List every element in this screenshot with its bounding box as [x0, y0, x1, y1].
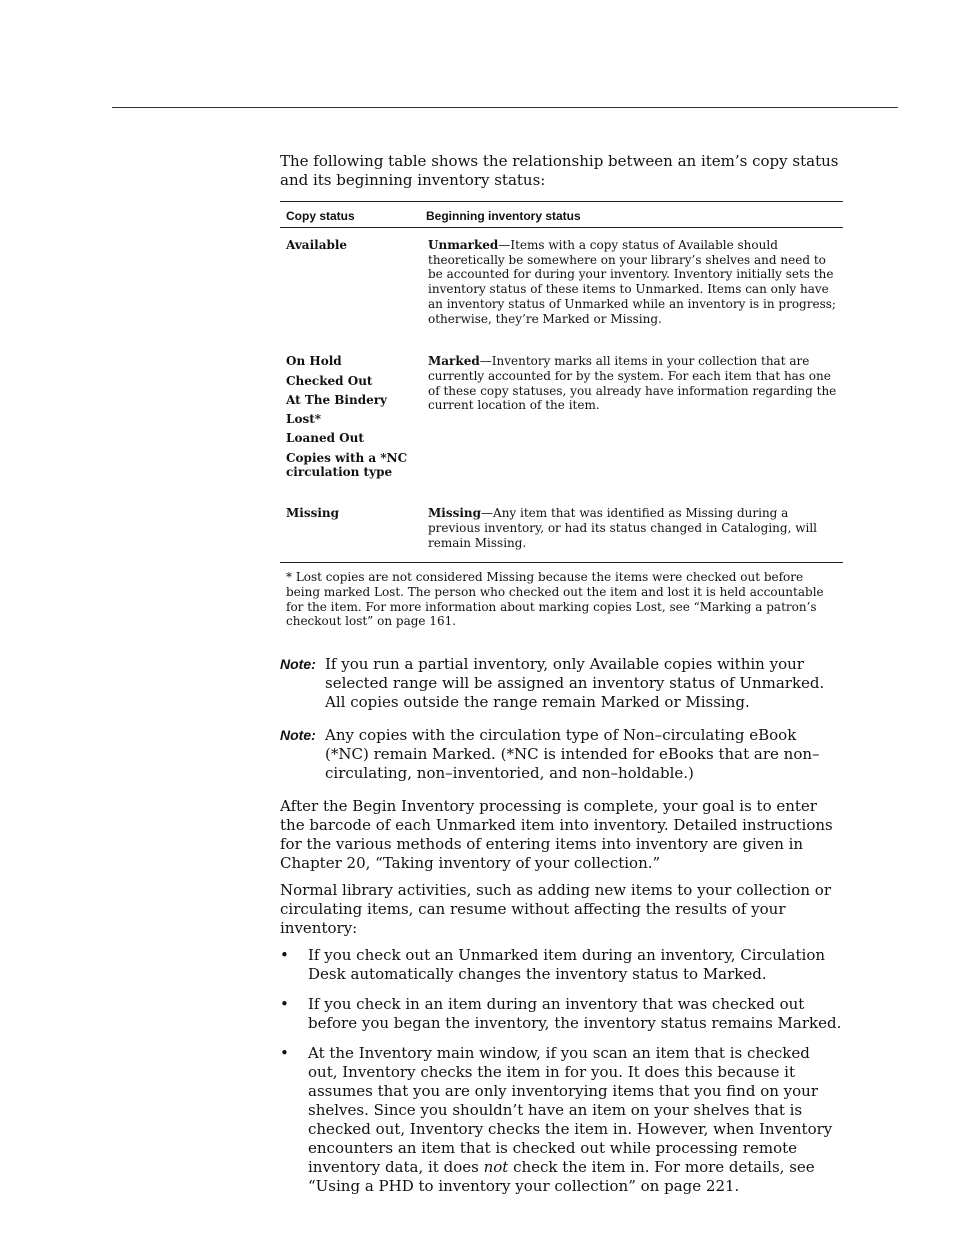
note-label: Note:: [280, 727, 316, 744]
column-header-beginning-inventory-status: Beginning inventory status: [420, 202, 843, 228]
bullet-marker: •: [280, 995, 289, 1014]
table-row: [280, 228, 843, 351]
bullet-marker: •: [280, 946, 289, 965]
table-footnote: * Lost copies are not considered Missing because the items were checked out before being marked Lost. The person who checked out the item and lost it is held accountable for the item. For more information about marking copies Lost, see “Marking a patron’s checkout lost” on page 161.: [286, 570, 824, 629]
list-item-text: If you check out an Unmarked item during an inventory, Circulation Desk automatically changes the inventory status to Marked.: [308, 946, 826, 984]
note-label: Note:: [280, 656, 316, 673]
copy-status: Copies with a *NC circulation type: [286, 450, 408, 480]
inventory-status-table: [280, 201, 843, 563]
emphasis-text: not: [483, 1158, 509, 1177]
copy-status: Available: [286, 238, 348, 252]
inventory-status-term: Marked: [428, 354, 480, 369]
body-paragraph: Normal library activities, such as adding new items to your collection or circulating items, can resume without affecting the results of your inventory:: [280, 881, 831, 938]
copy-status: Loaned Out: [286, 431, 364, 446]
inventory-status-term: Unmarked: [428, 238, 499, 252]
copy-status: On Hold: [286, 354, 342, 369]
intro-paragraph: The following table shows the relationship between an item’s copy status and its beginning inventory status:: [280, 152, 839, 189]
copy-status-cell: [280, 350, 420, 502]
inventory-status-cell: [420, 228, 843, 351]
copy-status: Missing: [286, 506, 340, 521]
note-text: Any copies with the circulation type of Non–circulating eBook (*NC) remain Marked. (*NC is intended for eBooks that are non–circulating, non–inventoried, and non–holdable.): [325, 726, 820, 783]
inventory-status-term: Missing: [428, 506, 482, 521]
copy-status-cell: [280, 502, 420, 563]
list-item: [280, 946, 844, 984]
bullet-list: [280, 946, 844, 1196]
page-content: [280, 152, 844, 1207]
inventory-status-description: —Any item that was identified as Missing during a previous inventory, or had its status changed in Cataloging, will remain Missing.: [428, 506, 817, 550]
table-row: [280, 502, 843, 563]
note-ebook-circulation: [280, 726, 844, 783]
list-item-text-part: At the Inventory main window, if you scan an item that is checked out, Inventory checks the item in for you. It does this because it assumes that you are only inventorying items that you find on your shelves. Since you shouldn’t have an item on your shelves that is checked out, Inventory checks the item in. However, when Inventory encounters an item that is checked out while processing remote inventory data, it does: [308, 1044, 833, 1177]
list-item-text: [308, 1044, 832, 1195]
inventory-status-description: —Items with a copy status of Available should theoretically be somewhere on your library’s shelves and need to be accounted for during your inventory. Inventory initially sets the inventory status of these items to Unmarked. Items can only have an inventory status of Unmarked while an inventory is in progress; otherwise, they’re Marked or Missing.: [428, 238, 836, 326]
list-item-text: If you check in an item during an inventory that was checked out before you began the inventory, the inventory status remains Marked.: [308, 995, 842, 1033]
inventory-status-cell: [420, 502, 843, 563]
inventory-status-cell: [420, 350, 843, 502]
bullet-marker: •: [280, 1044, 289, 1063]
note-text: If you run a partial inventory, only Available copies within your selected range will be assigned an inventory status of Unmarked. All copies outside the range remain Marked or Missing.: [325, 655, 825, 712]
list-item-text-part: check the item in. For more details, see “Using a PHD to inventory your collection” on page 221.: [308, 1158, 815, 1196]
inventory-status-description: —Inventory marks all items in your collection that are currently accounted for by the system. For each item that has one of these copy statuses, you already have information regarding the current location of the item.: [428, 354, 837, 413]
copy-status-cell: [280, 228, 420, 351]
list-item: [280, 1044, 844, 1196]
note-partial-inventory: [280, 655, 844, 712]
header-rule: [112, 107, 898, 108]
copy-status: Checked Out: [286, 373, 373, 388]
table-row: [280, 350, 843, 502]
copy-status: Lost*: [286, 412, 322, 427]
copy-status: At The Bindery: [286, 392, 388, 407]
body-paragraph: After the Begin Inventory processing is complete, your goal is to enter the barcode of each Unmarked item into inventory. Detailed instructions for the various methods of entering items into inventory are given in Chapter 20, “Taking inventory of your collection.”: [280, 797, 833, 873]
list-item: [280, 995, 844, 1033]
table-header-row: [280, 202, 843, 228]
column-header-copy-status: Copy status: [280, 202, 420, 228]
